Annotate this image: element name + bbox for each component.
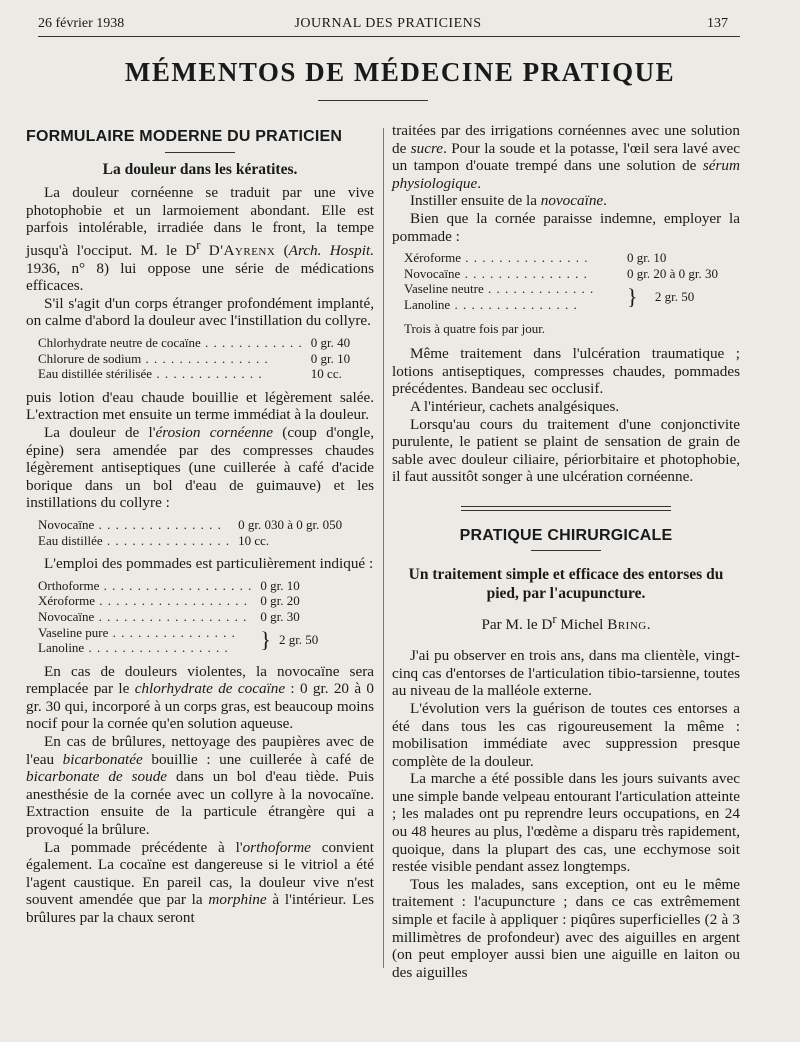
prescription-row: Vaseline pure . . . . . . . . . . . . . . . } 2 gr. 50 (38, 624, 319, 653)
paragraph: En cas de douleurs violentes, la novocaïne sera remplacée par le chlorhydrate de cocaïne : 0 gr. 20 à 0 gr. 30 qui, incorporé à un corps gras, est beaucoup moins nocif pour la cornée qu'en solution aqueuse. (26, 662, 374, 733)
paragraph: J'ai pu observer en trois ans, dans ma clientèle, vingt-cinq cas d'entorses de l'articulation tibio-tarsienne, toutes au niveau de la malléole externe. (392, 647, 740, 700)
paragraph: Tous les malades, sans exception, ont eu le même traitement : l'acupuncture ; dans ce cas extrêmement simple et facile à appliquer : piqûres superficielles (2 à 3 millimètres de profondeur) avec des aiguilles en argent (on peut employer aussi bien une aiguille en laiton ou des aiguilles (392, 875, 740, 981)
prescription-row: Eau distillée stérilisée . . . . . . . . . . . . . 10 cc. (38, 366, 342, 382)
prescription-row: Chlorure de sodium . . . . . . . . . . . . . . . 0 gr. 10 (38, 350, 351, 366)
journal-title: JOURNAL DES PRATICIENS (294, 16, 482, 31)
paragraph: La marche a été possible dans les jours suivants avec une simple bande velpeau entourant l'articulation atteinte ; les malades ont pu reprendre leurs occupations, en 24 ou 48 heures au plus, l'œdème a disparu très rapidement, quoique, dans la plupart des cas, une ecchymose soit restée visible pendant assez longtemps. (392, 770, 740, 876)
prescription-row: Orthoforme . . . . . . . . . . . . . . . . . . 0 gr. 10 (38, 577, 300, 593)
paragraph: L'emploi des pommades est particulièrement indiqué : (44, 555, 374, 573)
prescription-row: Novocaïne . . . . . . . . . . . . . . . 0 gr. 20 à 0 gr. 30 (404, 265, 718, 281)
paragraph: Instiller ensuite de la novocaïne. (410, 192, 607, 210)
prescription-row: Vaseline neutre . . . . . . . . . . . . . } 2 gr. 50 (404, 281, 695, 309)
paragraph: A l'intérieur, cachets analgésiques. (410, 397, 620, 415)
prescription-table (38, 335, 350, 382)
left-column (26, 128, 374, 927)
prescription-row: Lanoline . . . . . . . . . . . . . . . (404, 296, 578, 312)
section-title-chirurgicale: PRATIQUE CHIRURGICALE (459, 526, 673, 544)
paragraph: La douleur cornéenne se traduit par une vive photophobie et un larmoiement abondant. Elle est parfois intolérable, irradiée dans le front, la tempe jusqu'à l'occiput. M. le $D^r$ D'Ayrenx (Arch. Hospit. 1936, n° 8) lui oppose une série de médications efficaces. (26, 184, 375, 295)
paragraph: En cas de brûlures, nettoyage des paupières avec de l'eau bicarbonatée bouillie : une cuillerée à café de bicarbonate de soude dans un bol d'eau tiède. Puis anesthésie de la cornée avec un collyre à la novocaïne. Extraction ensuite de la particule étrangère qui a provoqué la brûlure. (26, 733, 374, 839)
page-title: MÉMENTOS DE MÉDECINE PRATIQUE (124, 57, 676, 87)
paragraph: La pommade précédente à l'orthoforme convient également. La cocaïne est dangereuse si le vitriol a été l'agent caustique. En pareil cas, la douleur vive n'est souvent amendée que par la morphine à l'intérieur. Les brûlures par la chaux seront (26, 838, 374, 926)
paragraph: traitées par des irrigations cornéennes avec une solution de sucre. Pour la soude et la potasse, l'œil sera lavé avec un tampon d'ouate trempé dans une solution de sérum physiologique. (392, 122, 741, 192)
right-column (392, 122, 740, 981)
article-title: Un traitement simple et efficace des entorses du pied, par l'acupuncture. (408, 566, 724, 603)
article-byline: Par M. le $D^r$ Michel Bring. (481, 612, 651, 634)
prescription-table (38, 517, 342, 548)
prescription-row: Novocaïne . . . . . . . . . . . . . . . 0 gr. 030 à 0 gr. 050 (38, 516, 343, 532)
paragraph: Lorsqu'au cours du traitement d'une conjonctivite purulente, le patient se plaint de sensation de grain de sable avec douleur ciliaire, périorbitaire et photophobie, il faut aussitôt songer à une ulcération cornéenne. (392, 415, 740, 486)
column-divider (383, 128, 384, 968)
subtitle-keratites: La douleur dans les kératites. (102, 160, 298, 178)
prescription-row: Xéroforme . . . . . . . . . . . . . . . 0 gr. 10 (404, 250, 667, 266)
title-rule (318, 100, 428, 101)
prescription-row: Xéroforme . . . . . . . . . . . . . . . . . . 0 gr. 20 (38, 593, 300, 609)
section-rule (531, 550, 601, 551)
prescription-row: Chlorhydrate neutre de cocaïne . . . . . . . . . . . . 0 gr. 40 (38, 335, 351, 350)
header-date: 26 février 1938 (38, 16, 125, 31)
prescription-row: Lanoline . . . . . . . . . . . . . . . . . (38, 640, 229, 656)
paragraph: S'il s'agit d'un corps étranger profondément implanté, on calme d'abord la douleur avec l'instillation du collyre. (26, 294, 374, 330)
paragraph: Bien que la cornée paraisse indemne, employer la pommade : (392, 209, 740, 245)
dosage-note: Trois à quatre fois par jour. (404, 320, 546, 336)
paragraph: puis lotion d'eau chaude bouillie et légèrement salée. L'extraction met ensuite un terme immédiat à la douleur. (26, 388, 374, 424)
header-rule (38, 36, 740, 37)
section-title-formulaire: FORMULAIRE MODERNE DU PRATICIEN (26, 128, 343, 145)
prescription-row: Eau distillée . . . . . . . . . . . . . . . 10 cc. (38, 532, 270, 548)
section-double-rule (461, 506, 671, 511)
page-number: 137 (707, 16, 728, 31)
prescription-table (38, 578, 318, 656)
section-rule (165, 152, 235, 153)
paragraph: Même traitement dans l'ulcération traumatique ; lotions antiseptiques, compresses chaudes, pommades précédentes. Bandeau sec occlusif. (392, 345, 740, 398)
prescription-row: Novocaïne . . . . . . . . . . . . . . . . . . 0 gr. 30 (38, 608, 300, 624)
paragraph: L'évolution vers la guérison de toutes ces entorses a été dans tous les cas rigoureusement la même : mobilisation immédiate avec suppression presque complète de la douleur. (392, 699, 740, 770)
prescription-table (404, 250, 718, 312)
paragraph: La douleur de l'érosion cornéenne (coup d'ongle, épine) sera amendée par des compresses chaudes légèrement antiseptiques (une cuillerée à café d'acide borique dans un bol d'eau de guimauve) et les instillations du collyre : (26, 423, 374, 512)
